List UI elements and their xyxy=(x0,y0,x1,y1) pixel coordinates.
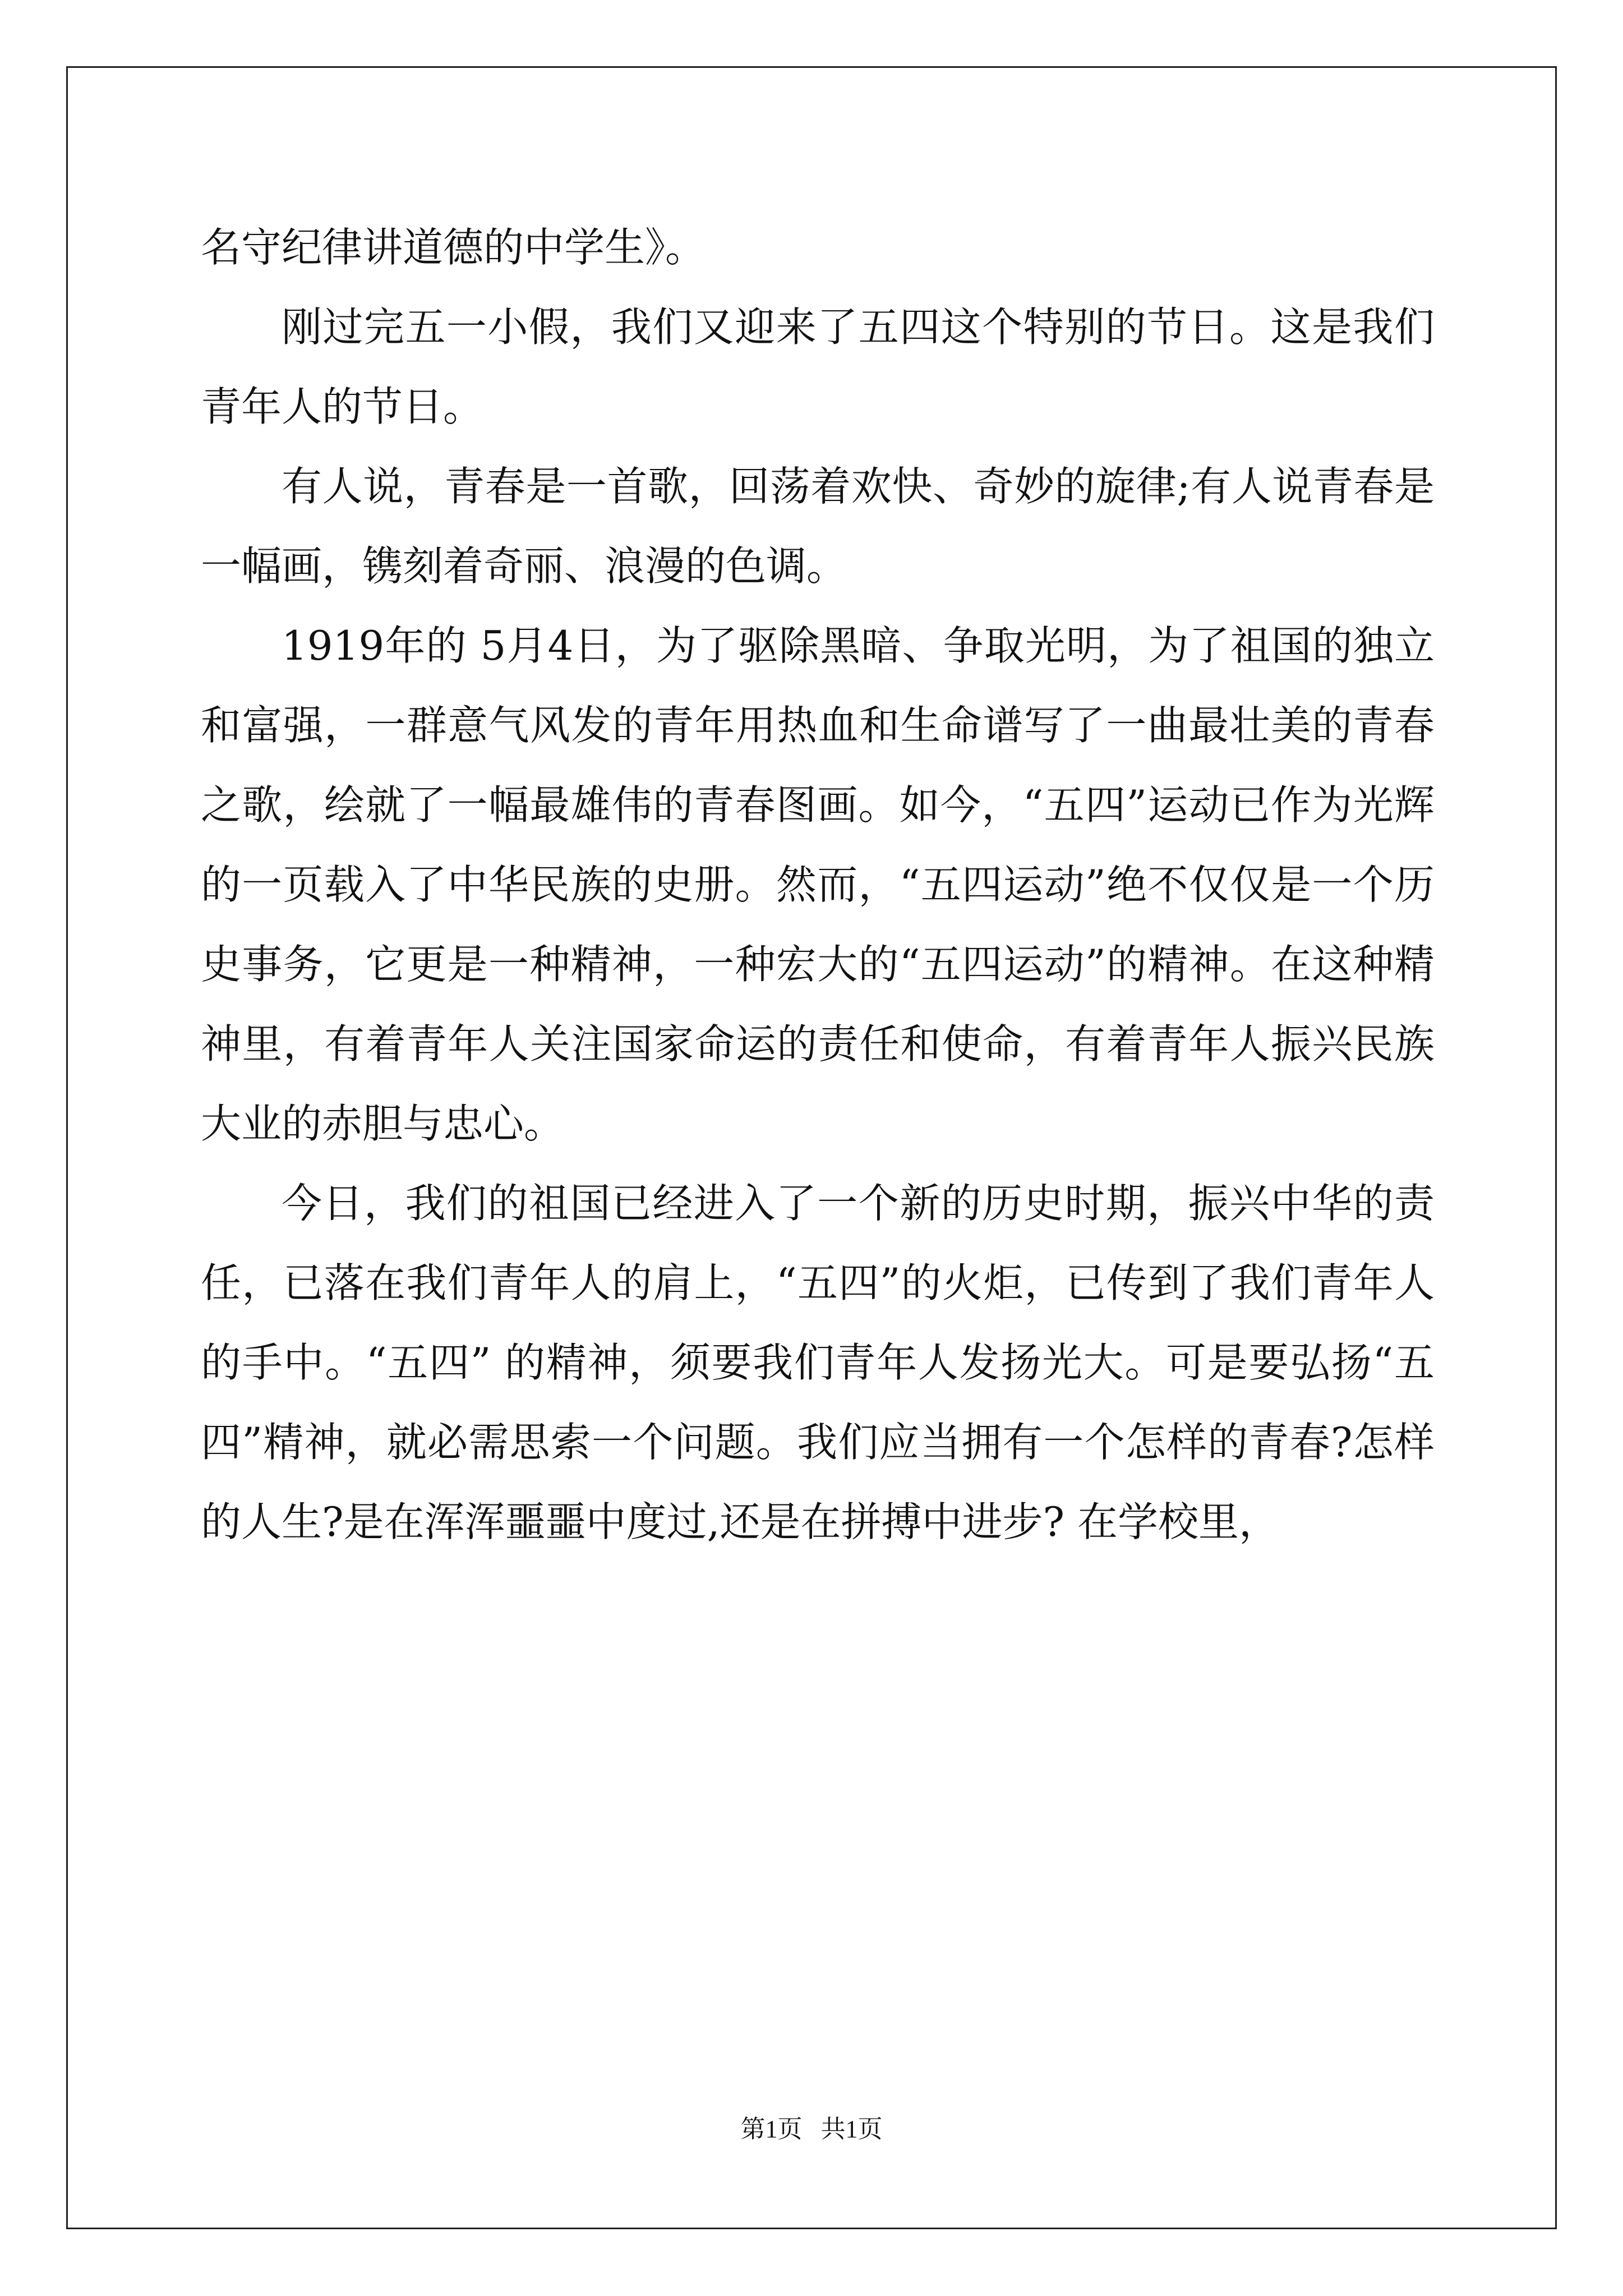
document-body xyxy=(201,208,1435,1562)
paragraph: 1919年的 5月4日，为了驱除黑暗、争取光明，为了祖国的独立和富强，一群意气风发的青年用热血和生命谱写了一曲最壮美的青春之歌，绘就了一幅最雄伟的青春图画。如今，“五四”运动已作为光辉的一页载入了中华民族的史册。然而，“五四运动”绝不仅仅是一个历史事务，它更是一种精神，一种宏大的“五四运动”的精神。在这种精神里，有着青年人关注国家命运的责任和使命，有着青年人振兴民族大业的赤胆与忠心。 xyxy=(201,622,1435,1147)
paragraph: 有人说，青春是一首歌，回荡着欢快、奇妙的旋律;有人说青春是一幅画，镌刻着奇丽、浪漫的色调。 xyxy=(201,463,1435,590)
paragraph: 今日，我们的祖国已经进入了一个新的历史时期，振兴中华的责任，已落在我们青年人的肩上，“五四”的火炬，已传到了我们青年人的手中。“五四” 的精神，须要我们青年人发扬光大。可是要弘扬“五四”精神，就必需思索一个问题。我们应当拥有一个怎样的青春?怎样的人生?是在浑浑噩噩中度过,还是在拼搏中进步? 在学校里， xyxy=(201,1180,1435,1545)
paragraph: 刚过完五一小假，我们又迎来了五四这个特别的节日。这是我们青年人的节日。 xyxy=(201,303,1435,430)
paragraph: 名守纪律讲道德的中学生》。 xyxy=(201,224,706,271)
page-number-footer: 第1页 共1页 xyxy=(740,2115,883,2143)
